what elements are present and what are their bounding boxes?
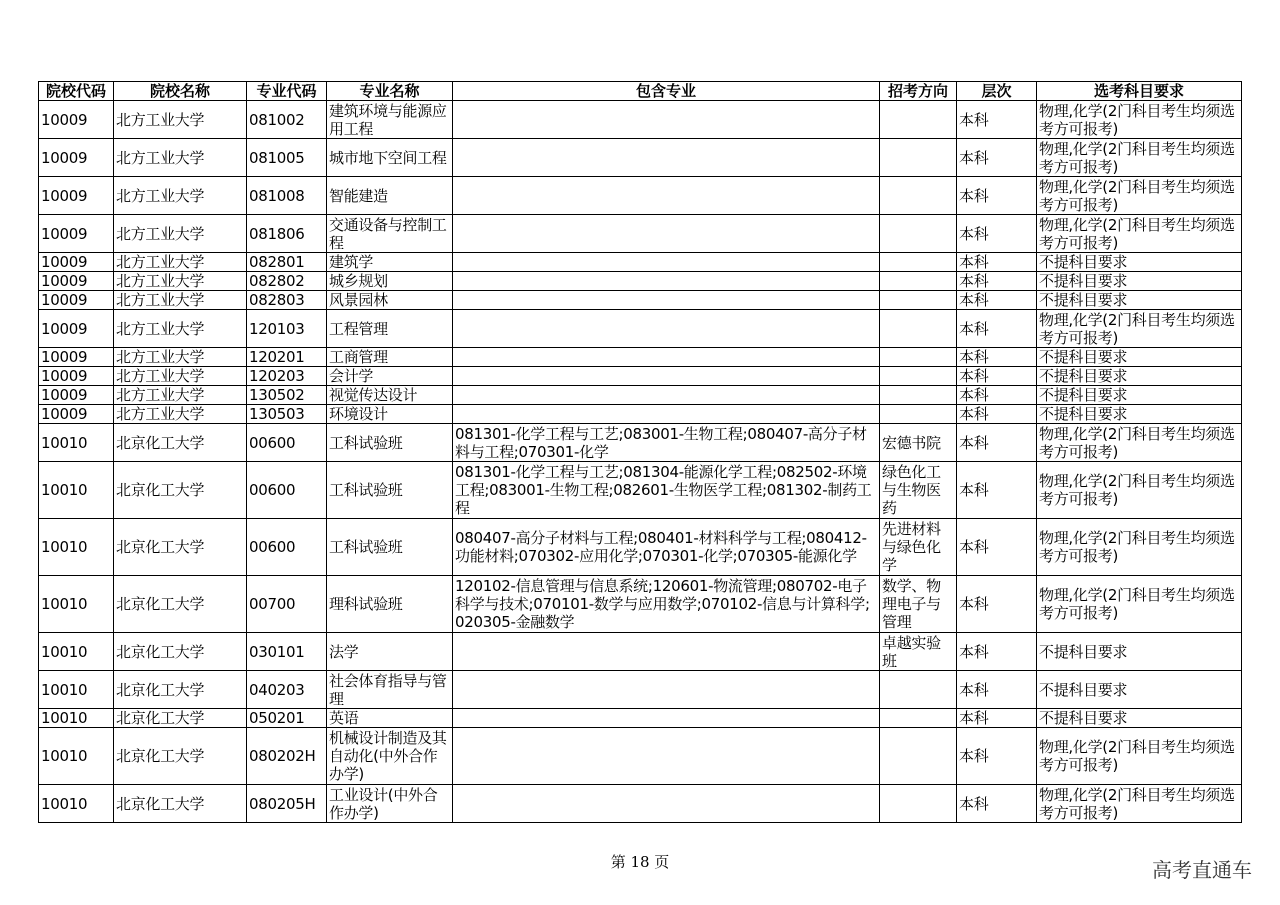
cell-subject-requirement: 物理,化学(2门科目考生均须选考方可报考) xyxy=(1037,424,1242,462)
table-row xyxy=(39,310,1242,348)
cell-subject-requirement: 不提科目要求 xyxy=(1037,709,1242,728)
cell-school-name: 北京化工大学 xyxy=(114,424,247,462)
cell-included-majors xyxy=(453,367,880,386)
cell-major-name: 环境设计 xyxy=(327,405,453,424)
cell-included-majors xyxy=(453,405,880,424)
cell-school-code: 10010 xyxy=(39,728,114,785)
cell-level: 本科 xyxy=(957,291,1037,310)
cell-major-code: 081806 xyxy=(247,215,327,253)
table-body xyxy=(39,101,1242,823)
cell-included-majors: 081301-化学工程与工艺;083001-生物工程;080407-高分子材料与工程;070301-化学 xyxy=(453,424,880,462)
cell-included-majors xyxy=(453,291,880,310)
cell-major-name: 城市地下空间工程 xyxy=(327,139,453,177)
cell-school-code: 10009 xyxy=(39,177,114,215)
table-row xyxy=(39,671,1242,709)
table-row xyxy=(39,386,1242,405)
cell-school-code: 10010 xyxy=(39,462,114,519)
cell-level: 本科 xyxy=(957,462,1037,519)
cell-school-code: 10009 xyxy=(39,405,114,424)
cell-major-code: 080202H xyxy=(247,728,327,785)
cell-school-name: 北方工业大学 xyxy=(114,386,247,405)
cell-direction xyxy=(880,291,957,310)
cell-major-name: 英语 xyxy=(327,709,453,728)
cell-major-name: 工科试验班 xyxy=(327,519,453,576)
cell-major-name: 工业设计(中外合作办学) xyxy=(327,785,453,823)
cell-major-name: 智能建造 xyxy=(327,177,453,215)
cell-major-name: 工科试验班 xyxy=(327,424,453,462)
cell-level: 本科 xyxy=(957,386,1037,405)
header-subject-requirement: 选考科目要求 xyxy=(1037,82,1242,101)
cell-level: 本科 xyxy=(957,576,1037,633)
table-row xyxy=(39,253,1242,272)
cell-school-code: 10009 xyxy=(39,253,114,272)
cell-major-code: 080205H xyxy=(247,785,327,823)
cell-level: 本科 xyxy=(957,177,1037,215)
cell-level: 本科 xyxy=(957,139,1037,177)
cell-included-majors: 080407-高分子材料与工程;080401-材料科学与工程;080412-功能材料;070302-应用化学;070301-化学;070305-能源化学 xyxy=(453,519,880,576)
cell-level: 本科 xyxy=(957,272,1037,291)
cell-school-name: 北京化工大学 xyxy=(114,785,247,823)
cell-included-majors: 081301-化学工程与工艺;081304-能源化学工程;082502-环境工程;083001-生物工程;082601-生物医学工程;081302-制药工程 xyxy=(453,462,880,519)
cell-major-name: 工程管理 xyxy=(327,310,453,348)
cell-major-code: 120103 xyxy=(247,310,327,348)
cell-major-code: 081008 xyxy=(247,177,327,215)
table-row xyxy=(39,728,1242,785)
cell-school-code: 10010 xyxy=(39,785,114,823)
cell-direction xyxy=(880,272,957,291)
cell-school-code: 10009 xyxy=(39,215,114,253)
cell-included-majors xyxy=(453,253,880,272)
cell-subject-requirement: 物理,化学(2门科目考生均须选考方可报考) xyxy=(1037,139,1242,177)
cell-subject-requirement: 物理,化学(2门科目考生均须选考方可报考) xyxy=(1037,310,1242,348)
cell-direction xyxy=(880,367,957,386)
cell-subject-requirement: 不提科目要求 xyxy=(1037,367,1242,386)
cell-direction xyxy=(880,348,957,367)
cell-direction xyxy=(880,139,957,177)
cell-subject-requirement: 不提科目要求 xyxy=(1037,386,1242,405)
cell-subject-requirement: 不提科目要求 xyxy=(1037,272,1242,291)
cell-major-name: 法学 xyxy=(327,633,453,671)
cell-major-name: 建筑学 xyxy=(327,253,453,272)
cell-major-name: 工商管理 xyxy=(327,348,453,367)
table-row xyxy=(39,139,1242,177)
cell-school-name: 北京化工大学 xyxy=(114,633,247,671)
cell-major-name: 交通设备与控制工程 xyxy=(327,215,453,253)
cell-subject-requirement: 物理,化学(2门科目考生均须选考方可报考) xyxy=(1037,785,1242,823)
cell-major-name: 社会体育指导与管理 xyxy=(327,671,453,709)
cell-included-majors xyxy=(453,633,880,671)
table-row xyxy=(39,272,1242,291)
cell-major-code: 00600 xyxy=(247,462,327,519)
cell-included-majors: 120102-信息管理与信息系统;120601-物流管理;080702-电子科学与技术;070101-数学与应用数学;070102-信息与计算科学;020305-金融数学 xyxy=(453,576,880,633)
cell-level: 本科 xyxy=(957,310,1037,348)
cell-included-majors xyxy=(453,386,880,405)
cell-school-code: 10010 xyxy=(39,671,114,709)
cell-direction xyxy=(880,101,957,139)
cell-school-code: 10009 xyxy=(39,101,114,139)
cell-level: 本科 xyxy=(957,367,1037,386)
cell-school-name: 北方工业大学 xyxy=(114,405,247,424)
cell-included-majors xyxy=(453,101,880,139)
cell-major-code: 130502 xyxy=(247,386,327,405)
cell-major-code: 082801 xyxy=(247,253,327,272)
cell-level: 本科 xyxy=(957,728,1037,785)
cell-level: 本科 xyxy=(957,253,1037,272)
cell-major-code: 040203 xyxy=(247,671,327,709)
cell-direction: 宏德书院 xyxy=(880,424,957,462)
cell-school-name: 北京化工大学 xyxy=(114,671,247,709)
cell-school-name: 北京化工大学 xyxy=(114,462,247,519)
cell-school-name: 北京化工大学 xyxy=(114,709,247,728)
table-row xyxy=(39,291,1242,310)
cell-direction: 先进材料与绿色化学 xyxy=(880,519,957,576)
table-row xyxy=(39,576,1242,633)
cell-major-code: 00700 xyxy=(247,576,327,633)
cell-direction xyxy=(880,728,957,785)
cell-school-name: 北京化工大学 xyxy=(114,728,247,785)
header-school-name: 院校名称 xyxy=(114,82,247,101)
table-row xyxy=(39,785,1242,823)
table-row xyxy=(39,367,1242,386)
cell-school-name: 北方工业大学 xyxy=(114,348,247,367)
cell-subject-requirement: 物理,化学(2门科目考生均须选考方可报考) xyxy=(1037,177,1242,215)
cell-direction xyxy=(880,405,957,424)
cell-direction xyxy=(880,177,957,215)
table-row xyxy=(39,101,1242,139)
cell-school-code: 10009 xyxy=(39,367,114,386)
cell-level: 本科 xyxy=(957,785,1037,823)
cell-major-code: 081002 xyxy=(247,101,327,139)
header-level: 层次 xyxy=(957,82,1037,101)
table-row xyxy=(39,405,1242,424)
cell-included-majors xyxy=(453,348,880,367)
cell-included-majors xyxy=(453,728,880,785)
cell-school-name: 北方工业大学 xyxy=(114,177,247,215)
cell-major-name: 理科试验班 xyxy=(327,576,453,633)
cell-major-name: 建筑环境与能源应用工程 xyxy=(327,101,453,139)
cell-major-code: 120201 xyxy=(247,348,327,367)
cell-level: 本科 xyxy=(957,633,1037,671)
cell-major-code: 00600 xyxy=(247,519,327,576)
cell-included-majors xyxy=(453,785,880,823)
table-row xyxy=(39,424,1242,462)
cell-major-name: 会计学 xyxy=(327,367,453,386)
cell-school-code: 10010 xyxy=(39,424,114,462)
watermark: 高考直通车 xyxy=(1152,858,1252,882)
cell-included-majors xyxy=(453,177,880,215)
cell-subject-requirement: 物理,化学(2门科目考生均须选考方可报考) xyxy=(1037,101,1242,139)
cell-school-code: 10009 xyxy=(39,291,114,310)
header-major-name: 专业名称 xyxy=(327,82,453,101)
cell-major-name: 城乡规划 xyxy=(327,272,453,291)
cell-level: 本科 xyxy=(957,348,1037,367)
table-row xyxy=(39,215,1242,253)
cell-direction: 绿色化工与生物医药 xyxy=(880,462,957,519)
cell-level: 本科 xyxy=(957,215,1037,253)
header-direction: 招考方向 xyxy=(880,82,957,101)
cell-school-name: 北方工业大学 xyxy=(114,367,247,386)
cell-included-majors xyxy=(453,139,880,177)
cell-direction xyxy=(880,671,957,709)
cell-school-name: 北方工业大学 xyxy=(114,310,247,348)
cell-major-code: 050201 xyxy=(247,709,327,728)
cell-school-code: 10009 xyxy=(39,272,114,291)
cell-school-name: 北京化工大学 xyxy=(114,519,247,576)
cell-school-code: 10009 xyxy=(39,310,114,348)
cell-major-name: 机械设计制造及其自动化(中外合作办学) xyxy=(327,728,453,785)
cell-subject-requirement: 物理,化学(2门科目考生均须选考方可报考) xyxy=(1037,519,1242,576)
cell-included-majors xyxy=(453,310,880,348)
cell-direction xyxy=(880,215,957,253)
cell-subject-requirement: 物理,化学(2门科目考生均须选考方可报考) xyxy=(1037,728,1242,785)
cell-school-code: 10009 xyxy=(39,348,114,367)
cell-included-majors xyxy=(453,215,880,253)
cell-direction: 卓越实验班 xyxy=(880,633,957,671)
cell-included-majors xyxy=(453,272,880,291)
cell-school-name: 北方工业大学 xyxy=(114,215,247,253)
header-included-majors: 包含专业 xyxy=(453,82,880,101)
cell-school-name: 北方工业大学 xyxy=(114,101,247,139)
cell-school-name: 北方工业大学 xyxy=(114,272,247,291)
table-row xyxy=(39,462,1242,519)
cell-school-code: 10010 xyxy=(39,633,114,671)
table-row xyxy=(39,177,1242,215)
cell-major-code: 082802 xyxy=(247,272,327,291)
cell-school-name: 北方工业大学 xyxy=(114,139,247,177)
cell-subject-requirement: 不提科目要求 xyxy=(1037,348,1242,367)
cell-subject-requirement: 不提科目要求 xyxy=(1037,253,1242,272)
cell-direction xyxy=(880,310,957,348)
cell-subject-requirement: 物理,化学(2门科目考生均须选考方可报考) xyxy=(1037,576,1242,633)
cell-major-code: 120203 xyxy=(247,367,327,386)
cell-school-code: 10009 xyxy=(39,139,114,177)
cell-direction xyxy=(880,785,957,823)
cell-school-name: 北方工业大学 xyxy=(114,253,247,272)
cell-included-majors xyxy=(453,709,880,728)
cell-major-code: 130503 xyxy=(247,405,327,424)
cell-school-code: 10009 xyxy=(39,386,114,405)
cell-school-code: 10010 xyxy=(39,709,114,728)
cell-major-code: 082803 xyxy=(247,291,327,310)
cell-direction xyxy=(880,709,957,728)
cell-direction xyxy=(880,386,957,405)
table-row xyxy=(39,519,1242,576)
cell-included-majors xyxy=(453,671,880,709)
cell-subject-requirement: 物理,化学(2门科目考生均须选考方可报考) xyxy=(1037,462,1242,519)
page-number: 第 18 页 xyxy=(610,853,670,871)
cell-level: 本科 xyxy=(957,709,1037,728)
table-row xyxy=(39,633,1242,671)
cell-major-code: 00600 xyxy=(247,424,327,462)
cell-school-name: 北方工业大学 xyxy=(114,291,247,310)
header-school-code: 院校代码 xyxy=(39,82,114,101)
cell-level: 本科 xyxy=(957,519,1037,576)
cell-level: 本科 xyxy=(957,671,1037,709)
cell-school-name: 北京化工大学 xyxy=(114,576,247,633)
cell-subject-requirement: 不提科目要求 xyxy=(1037,671,1242,709)
cell-direction xyxy=(880,253,957,272)
cell-subject-requirement: 不提科目要求 xyxy=(1037,633,1242,671)
header-row xyxy=(39,82,1242,101)
cell-subject-requirement: 不提科目要求 xyxy=(1037,405,1242,424)
cell-level: 本科 xyxy=(957,405,1037,424)
header-major-code: 专业代码 xyxy=(247,82,327,101)
cell-subject-requirement: 不提科目要求 xyxy=(1037,291,1242,310)
cell-major-code: 030101 xyxy=(247,633,327,671)
cell-level: 本科 xyxy=(957,101,1037,139)
cell-major-name: 风景园林 xyxy=(327,291,453,310)
cell-school-code: 10010 xyxy=(39,519,114,576)
cell-direction: 数学、物理电子与管理 xyxy=(880,576,957,633)
cell-school-code: 10010 xyxy=(39,576,114,633)
cell-major-name: 工科试验班 xyxy=(327,462,453,519)
table-row xyxy=(39,348,1242,367)
cell-major-name: 视觉传达设计 xyxy=(327,386,453,405)
table-row xyxy=(39,709,1242,728)
admission-table xyxy=(38,81,1242,823)
cell-subject-requirement: 物理,化学(2门科目考生均须选考方可报考) xyxy=(1037,215,1242,253)
cell-major-code: 081005 xyxy=(247,139,327,177)
cell-level: 本科 xyxy=(957,424,1037,462)
